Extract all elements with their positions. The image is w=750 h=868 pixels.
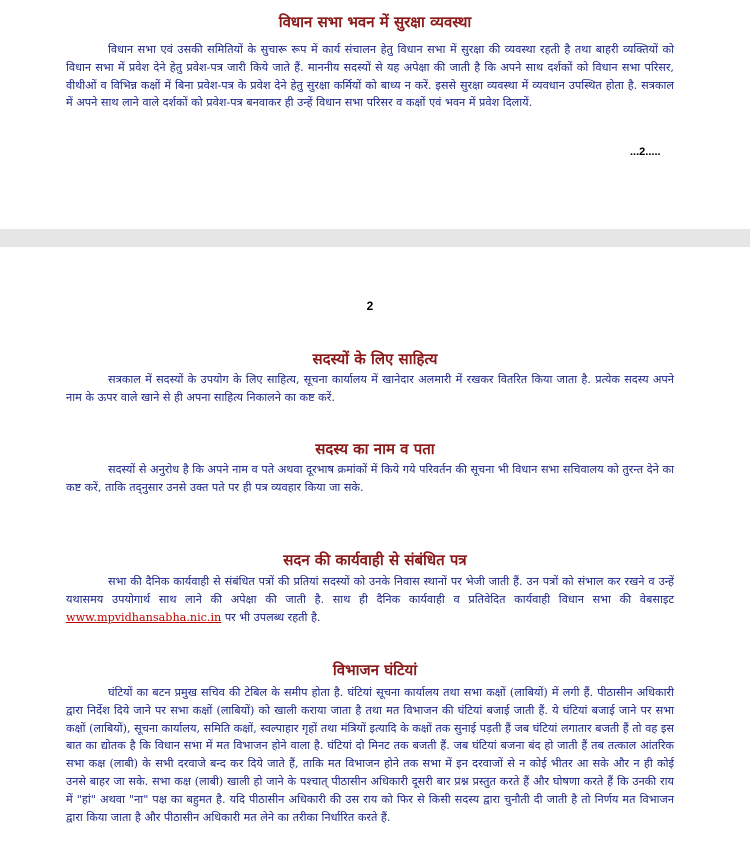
paragraph-security-arrangement: विधान सभा एवं उसकी समितियों के सुचारू रूप में कार्य संचालन हेतु विधान सभा में सुरक्षा की व्यवस्था रहती है तथा बाहरी व्यक्तियों को विधान सभा में प्रवेश देने हेतु प्रवेश-पत्र जारी किये जाते हैं. माननीय सदस्यों से यह अपेक्षा की जाती है कि अपने साथ दर्शकों को विधान सभा परिसर, वीथीओं व विभिन्न कक्षों में बिना प्रवेश-पत्र के प्रवेश देने हेतु सुरक्षा कर्मियों को बाध्य न करें. इससे सुरक्षा व्यवस्था में व्यवधान उपस्थित होता है. सत्रकाल में अपने साथ लाने वाले दर्शकों को प्रवेश-पत्र बनवाकर ही उन्हें विधान सभा परिसर व कक्षों एवं भवन में प्रवेश दिलायें. [66, 43, 674, 110]
paragraph-division-bells: घंटियों का बटन प्रमुख सचिव की टेबिल के समीप होता है. घंटियां सूचना कार्यालय तथा सभा कक्षों (लाबियों) में लगी हैं. पीठासीन अधिकारी द्वारा निर्देश दिये जाने पर सभा कक्षों (लाबियों) को खाली कराया जाता है तथा मत विभाजन की घंटियां बजाई जाती हैं. ये घंटियां बजाई जाने पर सभा कक्षों (लाबियों), सूचना कार्यालय, समिति कक्षों, स्वल्पाहार गृहों तथा मंत्रियों इत्यादि के कक्षों तक सुनाई पड़ती हैं जब घंटियां लगातार बजती हैं तो वह इस बात का द्योतक है कि विधान सभा में मत विभाजन होने वाला है. घंटियां दो मिनट तक बजती हैं. जब घंटियां बजना बंद हो जाती हैं तब तत्काल आंतरिक सभा कक्ष (लाबी) के सभी दरवाजे बन्द कर दिये जाते हैं, ताकि मत विभाजन होने तक सभा में इन दरवाजों से न कोई भीतर आ सके और न ही कोई उनसे बाहर जा सके. सभा कक्ष (लाबी) खाली हो जाने के पश्चात् पीठासीन अधिकारी दूसरी बार प्रश्न प्रस्तुत करते हैं और घोषणा करते हैं कि उनकी राय में "हां" अथवा "ना" पक्ष का बहुमत है. यदि पीठासीन अधिकारी की उस राय को फिर से किसी सदस्य द्वारा चुनौती दी जाती है तो निर्णय मत विभाजन द्वारा किया जाता है और पीठासीन अधिकारी मत लेने का तरीका निर्धारित करते हैं. [66, 686, 674, 824]
heading-member-name-address: सदस्य का नाम व पता [315, 440, 435, 458]
paragraph-members-literature: सत्रकाल में सदस्यों के उपयोग के लिए साहित्य, सूचना कार्यालय में खानेदार अलमारी में रखकर वितरित किया जाता है. प्रत्येक सदस्य अपने नाम के ऊपर वाले खाने से ही अपना साहित्य निकालने का कष्ट करें. [66, 373, 674, 404]
paragraph-proceedings-text-end: पर भी उपलब्ध रहती है. [221, 610, 321, 624]
page-number: 2 [366, 299, 374, 313]
heading-proceedings-papers: सदन की कार्यवाही से संबंधित पत्र [283, 551, 467, 569]
document-page-1 [0, 0, 750, 229]
paragraph-proceedings-text-start: सभा की दैनिक कार्यवाही से संबंधित पत्रों की प्रतियां सदस्यों को उनके निवास स्थानों पर भेजी जाती हैं. उन पत्रों को संभाल कर रखने व उन्हें यथासमय उपयोगार्थ साथ लाने की अपेक्षा की जाती है. साथ ही दैनिक कार्यवाही व प्रतिवेदित कार्यवाही विधान सभा की वेबसाइट [66, 575, 674, 606]
continued-marker: ...2..... [630, 146, 661, 158]
page-separator [0, 229, 750, 247]
heading-members-literature: सदस्यों के लिए साहित्य [312, 350, 438, 368]
website-link[interactable]: www.mpvidhansabha.nic.in [66, 610, 222, 624]
heading-security-arrangement: विधान सभा भवन में सुरक्षा व्यवस्था [278, 13, 472, 31]
document-page-2 [0, 247, 750, 868]
paragraph-proceedings-papers [66, 573, 674, 626]
paragraph-member-name-address: सदस्यों से अनुरोध है कि अपने नाम व पते अथवा दूरभाष क्रमांकों में किये गये परिवर्तन की सूचना भी विधान सभा सचिवालय को तुरन्त देने का कष्ट करें, ताकि तद्नुसार उनसे उक्त पते पर ही पत्र व्यवहार किया जा सके. [66, 463, 674, 494]
heading-division-bells: विभाजन घंटियां [332, 661, 418, 679]
